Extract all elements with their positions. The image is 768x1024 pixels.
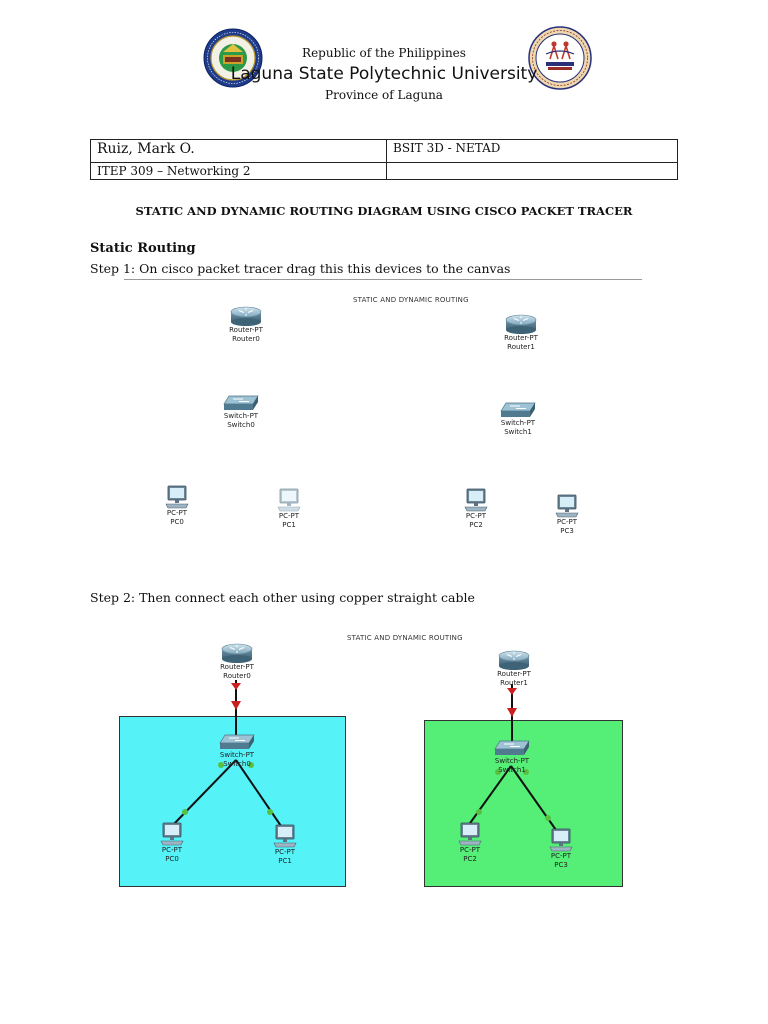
device-name-label: Switch0 bbox=[227, 421, 255, 429]
switch-icon bbox=[494, 739, 530, 757]
device-type-label: PC-PT bbox=[166, 509, 188, 517]
pc-icon bbox=[159, 822, 185, 846]
router-icon bbox=[498, 648, 530, 670]
device-type-label: PC-PT bbox=[556, 518, 578, 526]
device-name-label: PC0 bbox=[170, 518, 184, 526]
cable-switch0-pc0 bbox=[172, 760, 236, 826]
device-type-label: PC-PT bbox=[278, 512, 300, 520]
canvas-title: STATIC AND DYNAMIC ROUTING bbox=[353, 296, 469, 304]
link-status-down-icon bbox=[507, 688, 517, 695]
device-type-label: Router-PT bbox=[220, 663, 254, 671]
link-status-up-icon bbox=[267, 809, 273, 815]
device-name-label: PC3 bbox=[560, 527, 574, 535]
pc-icon bbox=[548, 828, 574, 852]
device-name-label: PC2 bbox=[469, 521, 483, 529]
pc3-device bbox=[526, 828, 596, 870]
cable-switch0-pc1 bbox=[236, 760, 281, 826]
router-icon bbox=[221, 641, 253, 663]
device-name-label: Router1 bbox=[500, 679, 528, 687]
link-status-down-icon bbox=[507, 708, 517, 717]
device-type-label: Switch-PT bbox=[219, 751, 255, 759]
link-status-up-icon bbox=[476, 809, 482, 815]
cable-switch1-pc2 bbox=[468, 766, 511, 826]
device-type-label: PC-PT bbox=[161, 846, 183, 854]
router1-device bbox=[479, 648, 549, 688]
device-type-label: Router-PT bbox=[497, 670, 531, 678]
device-name-label: PC2 bbox=[463, 855, 477, 863]
link-status-down-icon bbox=[231, 683, 241, 690]
device-name-label: PC3 bbox=[554, 861, 568, 869]
step-2-text: Step 2: Then connect each other using copper straight cable bbox=[90, 590, 475, 605]
link-status-up-icon bbox=[545, 815, 551, 821]
device-name-label: Switch1 bbox=[498, 766, 526, 774]
device-type-label: Switch-PT bbox=[223, 412, 259, 420]
device-type-label: Switch-PT bbox=[500, 419, 536, 427]
device-type-label: Router-PT bbox=[229, 326, 263, 334]
pc-icon bbox=[457, 822, 483, 846]
section-heading: Static Routing bbox=[90, 241, 196, 256]
device-type-label: PC-PT bbox=[459, 846, 481, 854]
device-type-label: Router-PT bbox=[504, 334, 538, 342]
device-name-label: Router0 bbox=[223, 672, 251, 680]
course-section: BSIT 3D - NETAD bbox=[387, 140, 678, 163]
switch0-device bbox=[202, 733, 272, 769]
device-name-label: PC0 bbox=[165, 855, 179, 863]
document-title: STATIC AND DYNAMIC ROUTING DIAGRAM USING CISCO PACKET TRACER bbox=[135, 204, 633, 218]
link-status-up-icon bbox=[182, 809, 188, 815]
device-name-label: PC1 bbox=[282, 521, 296, 529]
switch-icon bbox=[219, 733, 255, 751]
pc1-device bbox=[250, 824, 320, 866]
pc-icon bbox=[272, 824, 298, 848]
device-type-label: Switch-PT bbox=[494, 757, 530, 765]
device-name-label: Router0 bbox=[232, 335, 260, 343]
university-name: Laguna State Polytechnic University bbox=[230, 64, 538, 84]
device-type-label: PC-PT bbox=[465, 512, 487, 520]
student-name: Ruiz, Mark O. bbox=[91, 140, 387, 163]
device-name-label: PC1 bbox=[278, 857, 292, 865]
province-line: Province of Laguna bbox=[325, 88, 443, 102]
course-code: ITEP 309 – Networking 2 bbox=[91, 163, 387, 180]
pc2-device bbox=[435, 822, 505, 864]
device-name-label: Router1 bbox=[507, 343, 535, 351]
canvas-title: STATIC AND DYNAMIC ROUTING bbox=[347, 634, 463, 642]
link-status-down-icon bbox=[231, 701, 241, 710]
step-1-text: Step 1: On cisco packet tracer drag this this devices to the canvas bbox=[90, 261, 511, 276]
router0-device bbox=[202, 641, 272, 681]
device-name-label: Switch0 bbox=[223, 760, 251, 768]
device-type-label: PC-PT bbox=[274, 848, 296, 856]
device-type-label: PC-PT bbox=[550, 852, 572, 860]
switch1-device bbox=[477, 739, 547, 775]
pc0-device bbox=[137, 822, 207, 864]
device-name-label: Switch1 bbox=[504, 428, 532, 436]
republic-line: Republic of the Philippines bbox=[302, 46, 466, 60]
